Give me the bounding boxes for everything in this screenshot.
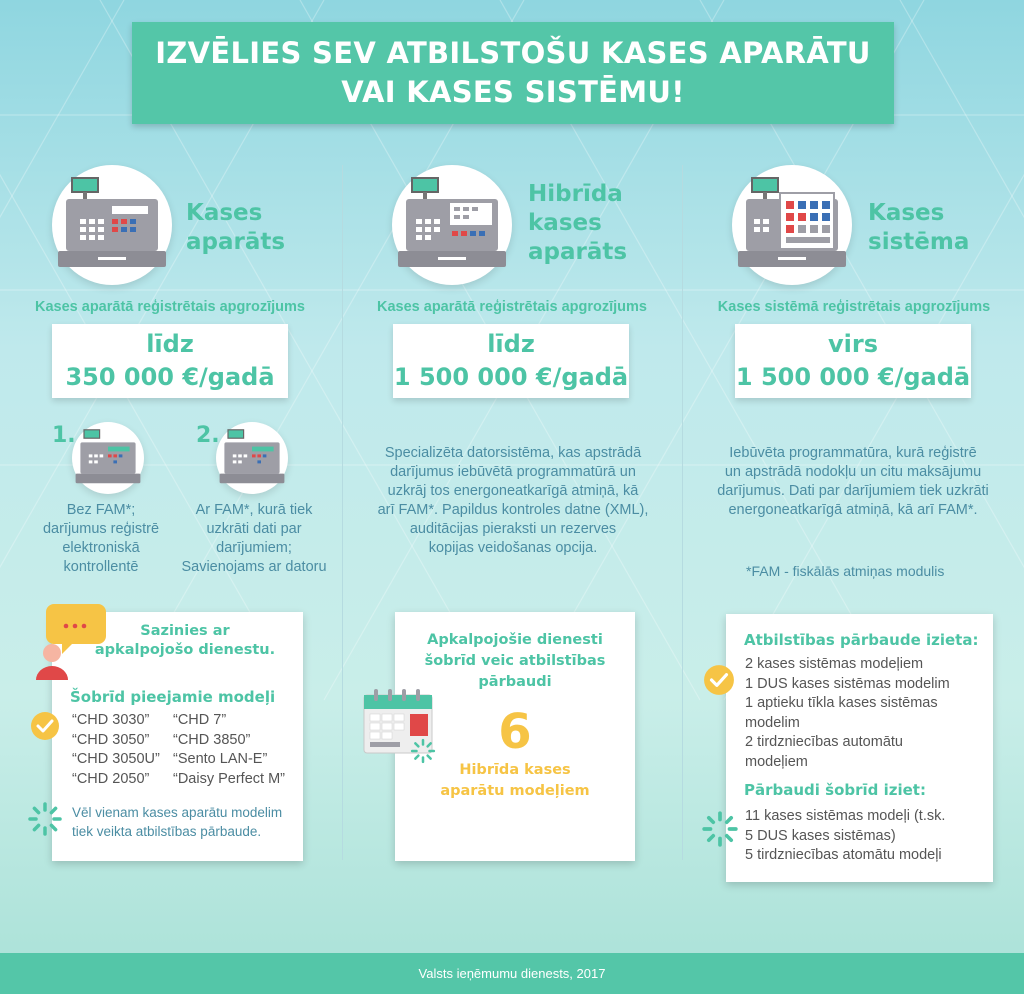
model-item: “CHD 3850”	[173, 731, 251, 748]
models-list-right	[173, 711, 285, 789]
pos-system-description: Iebūvēta programmatūra, kurā reģistrē un apstrādā nodokļu un citu maksājumu darījumus. Dati par darījumiem tiek uzkrāti energoneatkarīgā atmiņā, kā arī FAM*.	[717, 445, 989, 518]
model-item: “CHD 2050”	[72, 770, 150, 787]
turnover-label: Kases aparātā reģistrētais apgrozījums	[35, 299, 305, 315]
column-divider	[342, 165, 343, 860]
checkmark-icon	[703, 664, 735, 696]
cash-register-icon	[52, 165, 172, 285]
hybrid-description: Specializēta datorsistēma, kas apstrādā darījumus iebūvētā programmatūrā un uzkrāj tos energoneatkarīgā atmiņā, kā arī FAM*. Papildus kontroles datne (XML), auditācijas pieraksti un rezerves kopijas veidošanas opcija.	[377, 445, 649, 556]
model-item: “CHD 7”	[173, 712, 227, 728]
footer-bar	[0, 953, 1024, 994]
hybrid-register-icon-circle	[392, 165, 512, 285]
footer-credit: Valsts ieņēmumu dienests, 2017	[418, 966, 606, 981]
small-register-icon-circle	[216, 422, 288, 494]
cash-register-icon	[216, 422, 288, 494]
model-item: “CHD 3050”	[72, 731, 150, 748]
hybrid-count-caption: Hibrīda kases aparātu modeļiem	[440, 762, 590, 799]
hybrid-count: 6	[498, 704, 532, 760]
model-item: “Sento LAN-E”	[173, 751, 268, 767]
amount-prefix: virs	[828, 330, 878, 358]
small-register-icon-circle	[72, 422, 144, 494]
title-line-2: VAI KASES SISTĒMU!	[341, 75, 685, 109]
contact-service-text: Sazinies ar apkalpojošo dienestu.	[94, 623, 276, 658]
loading-spinner-icon	[410, 738, 436, 764]
column-title-hybrid-register: Hibrīda kases aparāts	[528, 181, 628, 265]
pending-check-note: Vēl vienam kases aparātu modelim tiek veikta atbilstības pārbaude.	[72, 805, 283, 839]
turnover-label: Kases sistēmā reģistrētais apgrozījums	[717, 299, 991, 315]
models-heading: Šobrīd pieejamie modeļi	[70, 688, 276, 706]
loading-spinner-icon	[27, 801, 63, 837]
amount-value: 1 500 000 €/gadā	[735, 363, 971, 391]
model-item: “Daisy Perfect M”	[173, 770, 285, 787]
main-title-banner	[132, 22, 894, 124]
pos-system-checks-card	[726, 614, 993, 882]
loading-spinner-icon	[701, 810, 739, 848]
fam-footnote: *FAM - fiskālās atmiņas modulis	[746, 563, 945, 579]
column-title-pos-system: Kases sistēma	[868, 200, 970, 255]
amount-value: 1 500 000 €/gadā	[393, 363, 629, 391]
checks-ongoing-list: 11 kases sistēmas modeļi (t.sk. 5 DUS kases sistēmas) 5 tirdzniecības atomātu modeļi	[745, 808, 946, 863]
checks-ongoing-heading: Pārbaudi šobrīd iziet:	[744, 781, 926, 799]
column-divider	[682, 165, 683, 860]
turnover-amount-box	[735, 324, 971, 398]
model-item: “CHD 3030”	[72, 712, 150, 728]
option-number: 2.	[196, 423, 220, 448]
option-2-description: Ar FAM*, kurā tiek uzkrāti dati par darījumiem; Savienojams ar datoru	[181, 502, 327, 575]
service-checking-text: Apkalpojošie dienesti šobrīd veic atbilstības pārbaudi	[424, 632, 606, 690]
turnover-amount-box	[393, 324, 629, 398]
title-line-1: IZVĒLIES SEV ATBILSTOŠU KASES APARĀTU	[155, 36, 871, 70]
person-icon	[34, 640, 70, 682]
checkmark-icon	[30, 711, 60, 741]
checks-done-heading: Atbilstības pārbaude izieta:	[744, 631, 979, 649]
pos-system-icon-circle	[732, 165, 852, 285]
models-list-left	[72, 711, 160, 789]
model-item: “CHD 3050U”	[72, 751, 160, 767]
amount-value: 350 000 €/gadā	[65, 363, 275, 391]
column-title-cash-register: Kases aparāts	[186, 200, 286, 255]
option-1-description: Bez FAM*; darījumus reģistrē elektroniskā kontrollentē	[42, 502, 160, 575]
amount-prefix: līdz	[146, 330, 194, 358]
cash-register-icon-circle	[52, 165, 172, 285]
pos-system-icon	[732, 165, 852, 285]
cash-register-icon	[72, 422, 144, 494]
turnover-amount-box	[52, 324, 288, 398]
option-number: 1.	[52, 423, 76, 448]
turnover-label: Kases aparātā reģistrētais apgrozījums	[377, 299, 647, 315]
checks-done-list: 2 kases sistēmas modeļiem 1 DUS kases sistēmas modelim 1 aptieku tīkla kases sistēmas modelim 2 tirdzniecības automātu modeļiem	[745, 656, 950, 770]
amount-prefix: līdz	[487, 330, 535, 358]
hybrid-register-icon	[392, 165, 512, 285]
